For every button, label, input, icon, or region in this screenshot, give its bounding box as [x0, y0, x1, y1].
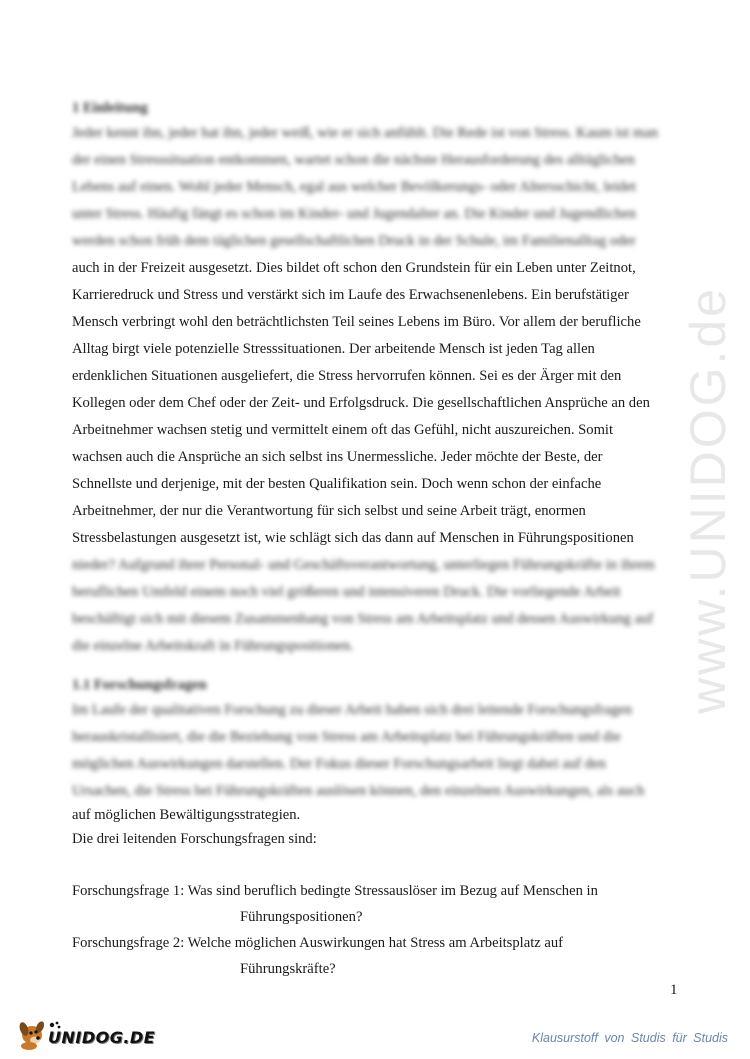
paragraph-line: herauskristallisiert, die die Beziehung von Stress am Arbeitsplatz bei Führungskräften und die — [72, 729, 621, 745]
paragraph-line: werden schon früh dem täglichen gesellschaftlichen Druck in der Schule, im Familienalltag oder — [72, 233, 636, 249]
paragraph-line: Karrieredruck und Stress und verstärkt sich im Laufe des Erwachsenenlebens. Ein berufstätiger — [72, 287, 629, 303]
paragraph-line: Die drei leitenden Forschungsfragen sind: — [72, 831, 317, 847]
section-heading: 1 Einleitung — [72, 100, 148, 116]
logo-text: UNIDOG.DE — [48, 1028, 156, 1047]
paragraph-line: die einzelne Arbeitskraft in Führungspositionen. — [72, 638, 354, 654]
page-number: 1 — [670, 982, 678, 998]
research-question-1 — [72, 882, 598, 900]
question-label: Forschungsfrage 2: — [72, 935, 185, 951]
paragraph-line: Mensch verbringt wohl den beträchtlichsten Teil seines Lebens im Büro. Vor allem der berufliche — [72, 314, 641, 330]
question-text: Was sind beruflich bedingte Stressauslöser im Bezug auf Menschen in — [187, 883, 598, 899]
unidog-logo — [16, 1016, 156, 1052]
paragraph-line: Kollegen oder dem Chef oder der Zeit- und Erfolgsdruck. Die gesellschaftlichen Ansprüche an den — [72, 395, 650, 411]
paragraph-line: möglichen Auswirkungen darstellen. Der Fokus dieser Forschungsarbeit liegt dabei auf den — [72, 756, 606, 772]
paragraph-line: auch in der Freizeit ausgesetzt. Dies bildet oft schon den Grundstein für ein Leben unter Zeitnot, — [72, 260, 636, 276]
paragraph-line: Lebens auf einen. Wohl jeder Mensch, egal aus welcher Bevölkerungs- oder Altersschicht, leidet — [72, 179, 636, 195]
paragraph-line: Arbeitnehmer, der nur die Verantwortung für sich selbst und seine Arbeit trägt, enormen — [72, 503, 586, 519]
paragraph-line: Jeder kennt ihn, jeder hat ihn, jeder weiß, wie er sich anfühlt. Die Rede ist von Stress. Kaum ist man — [72, 125, 659, 141]
paragraph-line: Im Laufe der qualitativen Forschung zu dieser Arbeit haben sich drei leitende Forschungsfragen — [72, 702, 633, 718]
section-heading: 1.1 Forschungsfragen — [72, 677, 207, 693]
question-text: Welche möglichen Auswirkungen hat Stress am Arbeitsplatz auf — [187, 935, 564, 951]
question-label: Forschungsfrage 1: — [72, 883, 185, 899]
paragraph-line: Stressbelastungen ausgesetzt ist, wie schlägt sich das dann auf Menschen in Führungspositionen — [72, 530, 634, 546]
paragraph-line: auf möglichen Bewältigungsstrategien. — [72, 807, 301, 823]
research-question-2 — [72, 934, 563, 952]
watermark: www.UNIDOG.de — [680, 286, 736, 714]
paragraph-line: Arbeitnehmer wachsen stetig und vermittelt einem oft das Gefühl, nicht auszureichen. Somit — [72, 422, 614, 438]
paragraph-line: Alltag birgt viele potenzielle Stresssituationen. Der arbeitende Mensch ist jeden Tag allen — [72, 341, 595, 357]
paragraph-line: Schnellste und derjenige, mit der besten Qualifikation sein. Doch wenn schon der einfache — [72, 476, 602, 492]
question-continuation: Führungskräfte? — [240, 961, 336, 977]
paragraph-line: nieder? Aufgrund ihrer Personal- und Geschäftsverantwortung, unterliegen Führungskräfte in ihrem — [72, 557, 655, 573]
paragraph-line: Ursachen, die Stress bei Führungskräften auslösen können, den einzelnen Auswirkungen, als auch — [72, 783, 645, 799]
paragraph-line: beschäftigt sich mit diesem Zusammenhang von Stress am Arbeitsplatz und dessen Auswirkung auf — [72, 611, 654, 627]
paragraph-line: unter Stress. Häufig fängt es schon im Kinder- und Jugendalter an. Die Kinder und Jugendlichen — [72, 206, 636, 222]
question-continuation: Führungspositionen? — [240, 909, 363, 925]
paragraph-line: der einen Stresssituation entkommen, wartet schon die nächste Herausforderung des alltäglichen — [72, 152, 635, 168]
footer-tagline: Klausurstoff von Studis für Studis — [531, 1031, 728, 1045]
paragraph-line: beruflichen Umfeld einem noch viel größeren und intensiveren Druck. Die vorliegende Arbeit — [72, 584, 621, 600]
paragraph-line: wachsen auch die Ansprüche an sich selbst ins Unermessliche. Jeder möchte der Beste, der — [72, 449, 603, 465]
paragraph-line: erdenklichen Situationen ausgeliefert, die Stress hervorrufen können. Sei es der Ärger mit den — [72, 368, 622, 384]
